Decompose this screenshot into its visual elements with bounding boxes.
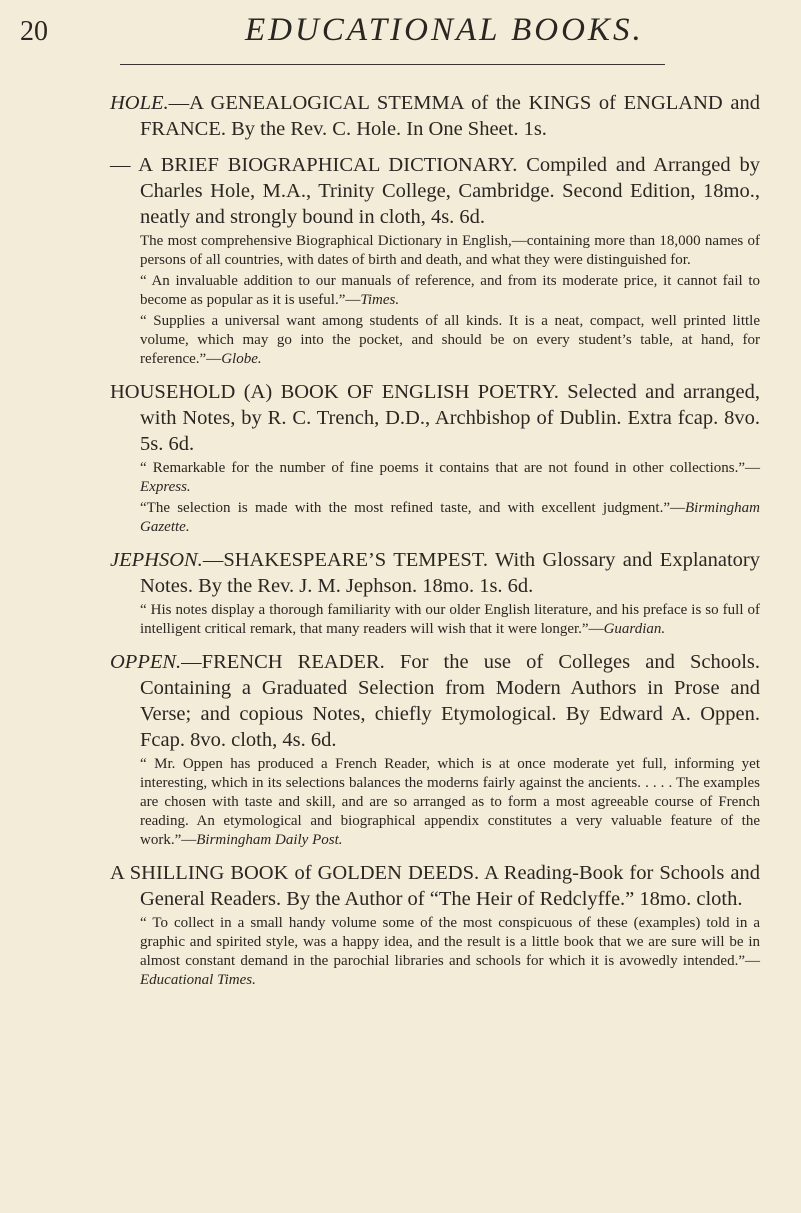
entry-author: HOLE. — [110, 92, 169, 114]
entry-title — [110, 649, 760, 753]
review-text: “The selection is made with the most refined taste, and with excellent judgment.”— — [140, 500, 685, 516]
review-quote — [110, 601, 760, 639]
review-quote — [110, 499, 760, 537]
review-source: Times. — [360, 292, 400, 308]
review-source: Guardian. — [603, 621, 666, 637]
review-text: “ Remarkable for the number of fine poems it contains that are not found in other collections.”— — [140, 460, 760, 476]
review-quote — [110, 232, 760, 270]
catalogue-entry — [110, 860, 760, 990]
entry-title-text: — A BRIEF BIOGRAPHICAL DICTIONARY. Compiled and Arranged by Charles Hole, M.A., Trinity College, Cambridge. Second Edition, 18mo., neatly and strongly bound in cloth, 4s. 6d. — [110, 154, 760, 228]
entry-title-text: —SHAKESPEARE’S TEMPEST. With Glossary and Explanatory Notes. By the Rev. J. M. Jephson. 18mo. 1s. 6d. — [140, 549, 760, 597]
catalogue-entry — [110, 152, 760, 369]
entry-title-text: HOUSEHOLD (A) BOOK OF ENGLISH POETRY. Selected and arranged, with Notes, by R. C. Trench, D.D., Archbishop of Dublin. Extra fcap. 8vo. 5s. 6d. — [110, 381, 760, 455]
review-text: “ Supplies a universal want among students of all kinds. It is a neat, compact, well printed little volume, which may go into the pocket, and should be on every student’s table, at hand, for reference.”— — [140, 313, 760, 367]
page-header — [0, 0, 801, 60]
review-source: Express. — [140, 479, 191, 495]
entry-title — [110, 860, 760, 912]
review-text: The most comprehensive Biographical Dictionary in English,—containing more than 18,000 names of persons of all countries, with dates of birth and death, and what they were distinguished for. — [140, 233, 760, 268]
header-rule — [120, 64, 665, 65]
review-quote — [110, 755, 760, 850]
entry-title-text: A SHILLING BOOK of GOLDEN DEEDS. A Reading-Book for Schools and General Readers. By the Author of “The Heir of Redclyffe.” 18mo. cloth. — [110, 862, 760, 910]
entry-title — [110, 90, 760, 142]
catalogue-entry — [110, 649, 760, 850]
page-number: 20 — [20, 16, 48, 47]
review-quote — [110, 312, 760, 369]
catalogue-entry — [110, 379, 760, 537]
review-source: Birmingham Daily Post. — [196, 832, 343, 848]
entry-title-text: —A GENEALOGICAL STEMMA of the KINGS of ENGLAND and FRANCE. By the Rev. C. Hole. In One Sheet. 1s. — [140, 92, 760, 140]
catalogue-entry — [110, 90, 760, 142]
entry-title — [110, 547, 760, 599]
review-quote — [110, 272, 760, 310]
review-text: “ To collect in a small handy volume some of the most conspicuous of these (examples) told in a graphic and spirited style, was a happy idea, and the result is a little book that we are sure will be in almost constant demand in the parochial libraries and schools for which it is avowedly intended.”— — [140, 915, 760, 969]
entry-title — [110, 379, 760, 457]
entry-title-text: —FRENCH READER. For the use of Colleges and Schools. Containing a Graduated Selection from Modern Authors in Prose and Verse; and copious Notes, chiefly Etymological. By Edward A. Oppen. Fcap. 8vo. cloth, 4s. 6d. — [140, 651, 760, 751]
entry-author: OPPEN. — [110, 651, 182, 673]
review-quote — [110, 914, 760, 990]
review-quote — [110, 459, 760, 497]
review-text: “ An invaluable addition to our manuals of reference, and from its moderate price, it cannot fail to become as popular as it is useful.”— — [140, 273, 760, 308]
entry-author: JEPHSON. — [110, 549, 203, 571]
catalogue-list — [110, 90, 760, 1000]
review-source: Birmingham Gazette. — [140, 500, 760, 535]
review-source: Globe. — [221, 351, 262, 367]
review-text: “ Mr. Oppen has produced a French Reader, which is at once moderate yet full, informing yet interesting, which in its selections balances the moderns fairly against the ancients. . . . . The examples are chosen with taste and skill, and are so arranged as to form a most agreeable course of French reading. An etymological and biographical appendix constitutes a very valuable feature of the work.”— — [140, 756, 760, 848]
running-head: EDUCATIONAL BOOKS. — [245, 12, 644, 48]
catalogue-entry — [110, 547, 760, 639]
review-source: Educational Times. — [140, 972, 256, 988]
entry-title — [110, 152, 760, 230]
review-text: “ His notes display a thorough familiarity with our older English literature, and his preface is so full of intelligent critical remark, that many readers will wish that it were longer.”— — [140, 602, 760, 637]
